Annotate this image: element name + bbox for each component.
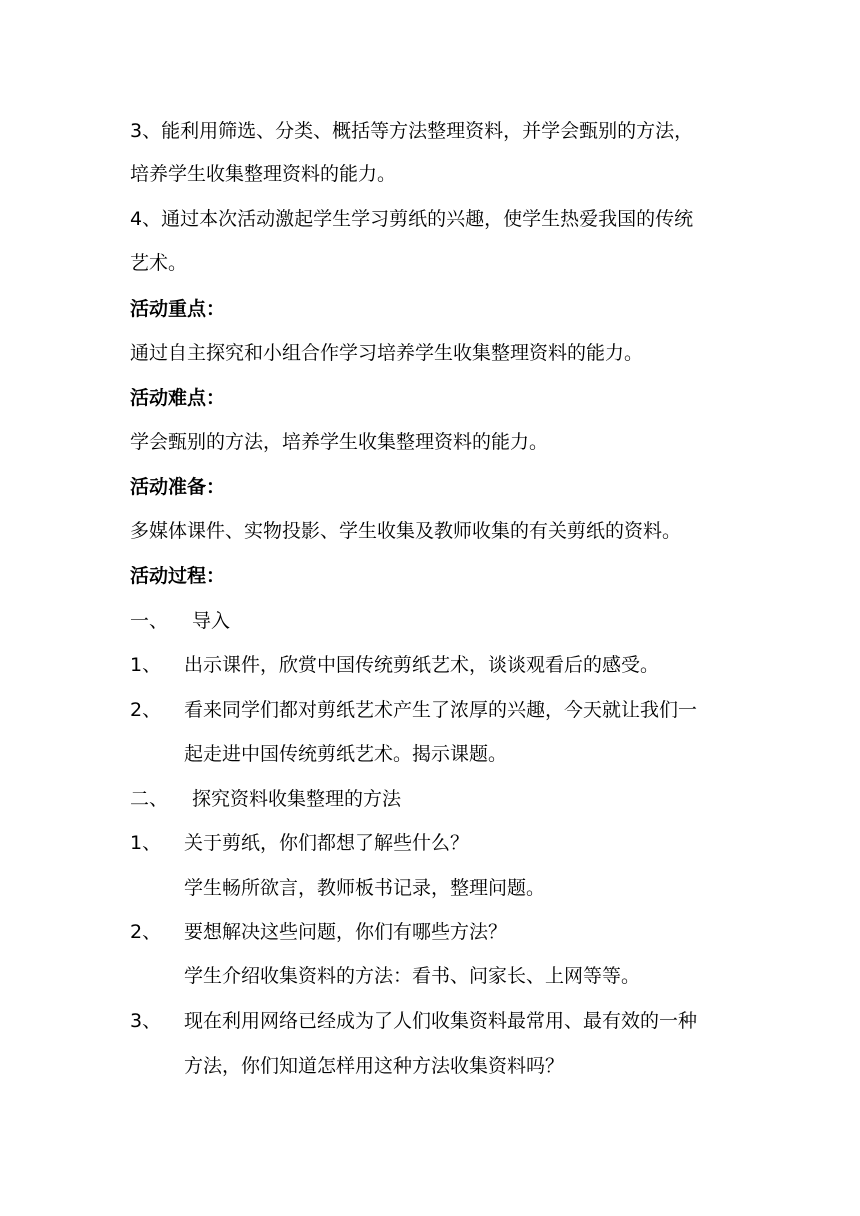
section-1-item-2-line1: 看来同学们都对剪纸艺术产生了浓厚的兴趣，今天就让我们一 (184, 699, 698, 721)
objective-3-line2: 培养学生收集整理资料的能力。 (130, 163, 397, 185)
section-1-item-1-number: 1、 (130, 654, 162, 676)
section-2-item-2-line1: 要想解决这些问题，你们有哪些方法？ (184, 921, 508, 943)
section-2-item-1-line1: 关于剪纸，你们都想了解些什么？ (184, 832, 470, 854)
section-2-title: 探究资料收集整理的方法 (192, 788, 402, 810)
section-2-item-3-line2: 方法，你们知道怎样用这种方法收集资料吗？ (184, 1055, 565, 1077)
preparation-text: 多媒体课件、实物投影、学生收集及教师收集的有关剪纸的资料。 (130, 520, 682, 542)
section-1-item-2-number: 2、 (130, 699, 162, 721)
key-points-text: 通过自主探究和小组合作学习培养学生收集整理资料的能力。 (130, 342, 644, 364)
section-2-item-3-number: 3、 (130, 1010, 162, 1032)
difficulties-text: 学会甄别的方法，培养学生收集整理资料的能力。 (130, 431, 549, 453)
process-heading: 活动过程： (130, 565, 226, 587)
section-1-item-2-line2: 起走进中国传统剪纸艺术。揭示课题。 (184, 743, 508, 765)
section-2-item-1-line2: 学生畅所欲言，教师板书记录，整理问题。 (184, 877, 546, 899)
key-points-heading: 活动重点： (130, 298, 226, 320)
section-1-number: 一、 (130, 610, 169, 632)
section-2-number: 二、 (130, 788, 169, 810)
section-2-item-2-number: 2、 (130, 921, 162, 943)
objective-4-line2: 艺术。 (130, 252, 188, 274)
objective-4-line1: 4、通过本次活动激起学生学习剪纸的兴趣，使学生热爱我国的传统 (130, 208, 694, 230)
preparation-heading: 活动准备： (130, 476, 226, 498)
objective-3-line1: 3、能利用筛选、分类、概括等方法整理资料，并学会甄别的方法， (130, 120, 694, 142)
section-2-item-1-number: 1、 (130, 832, 162, 854)
section-2-item-3-line1: 现在利用网络已经成为了人们收集资料最常用、最有效的一种 (184, 1010, 698, 1032)
section-1-title: 导入 (192, 610, 231, 632)
section-1-item-1-text: 出示课件，欣赏中国传统剪纸艺术，谈谈观看后的感受。 (184, 654, 660, 676)
section-2-item-2-line2: 学生介绍收集资料的方法：看书、问家长、上网等等。 (184, 965, 641, 987)
difficulties-heading: 活动难点： (130, 387, 226, 409)
